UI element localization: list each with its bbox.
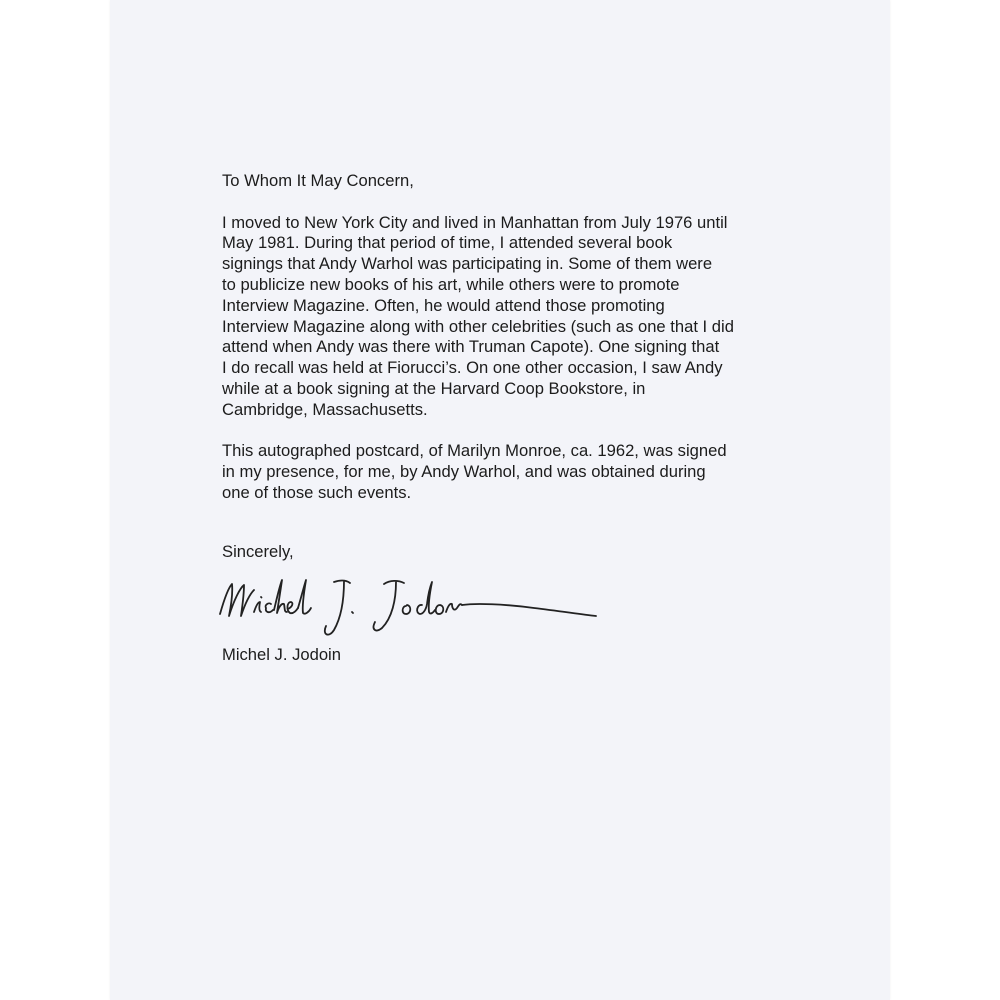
paragraph-line: attend when Andy was there with Truman Capote). One signing that: [222, 337, 720, 357]
handwritten-signature: [214, 572, 614, 642]
paragraph-line: I moved to New York City and lived in Manhattan from July 1976 until: [222, 212, 728, 232]
paragraph-line: May 1981. During that period of time, I attended several book: [222, 233, 673, 253]
paragraph-two: [222, 441, 822, 503]
paragraph-line: while at a book signing at the Harvard Coop Bookstore, in: [222, 378, 646, 398]
paragraph-line: to publicize new books of his art, while others were to promote: [222, 274, 680, 294]
letter-body: [222, 171, 822, 525]
paragraph-line: one of those such events.: [222, 482, 412, 502]
printed-name: Michel J. Jodoin: [222, 645, 341, 664]
paragraph-one: [222, 213, 822, 421]
paragraph-line: Cambridge, Massachusetts.: [222, 399, 428, 419]
paragraph-line: Interview Magazine. Often, he would attend those promoting: [222, 295, 665, 315]
paragraph-line: Interview Magazine along with other celebrities (such as one that I did: [222, 316, 734, 336]
paragraph-line: signings that Andy Warhol was participating in. Some of them were: [222, 254, 713, 274]
paragraph-line: I do recall was held at Fiorucci’s. On one other occasion, I saw Andy: [222, 358, 723, 378]
salutation: To Whom It May Concern,: [222, 171, 414, 190]
paragraph-line: This autographed postcard, of Marilyn Monroe, ca. 1962, was signed: [222, 441, 727, 461]
paragraph-line: in my presence, for me, by Andy Warhol, and was obtained during: [222, 462, 706, 482]
closing: Sincerely,: [222, 542, 294, 561]
